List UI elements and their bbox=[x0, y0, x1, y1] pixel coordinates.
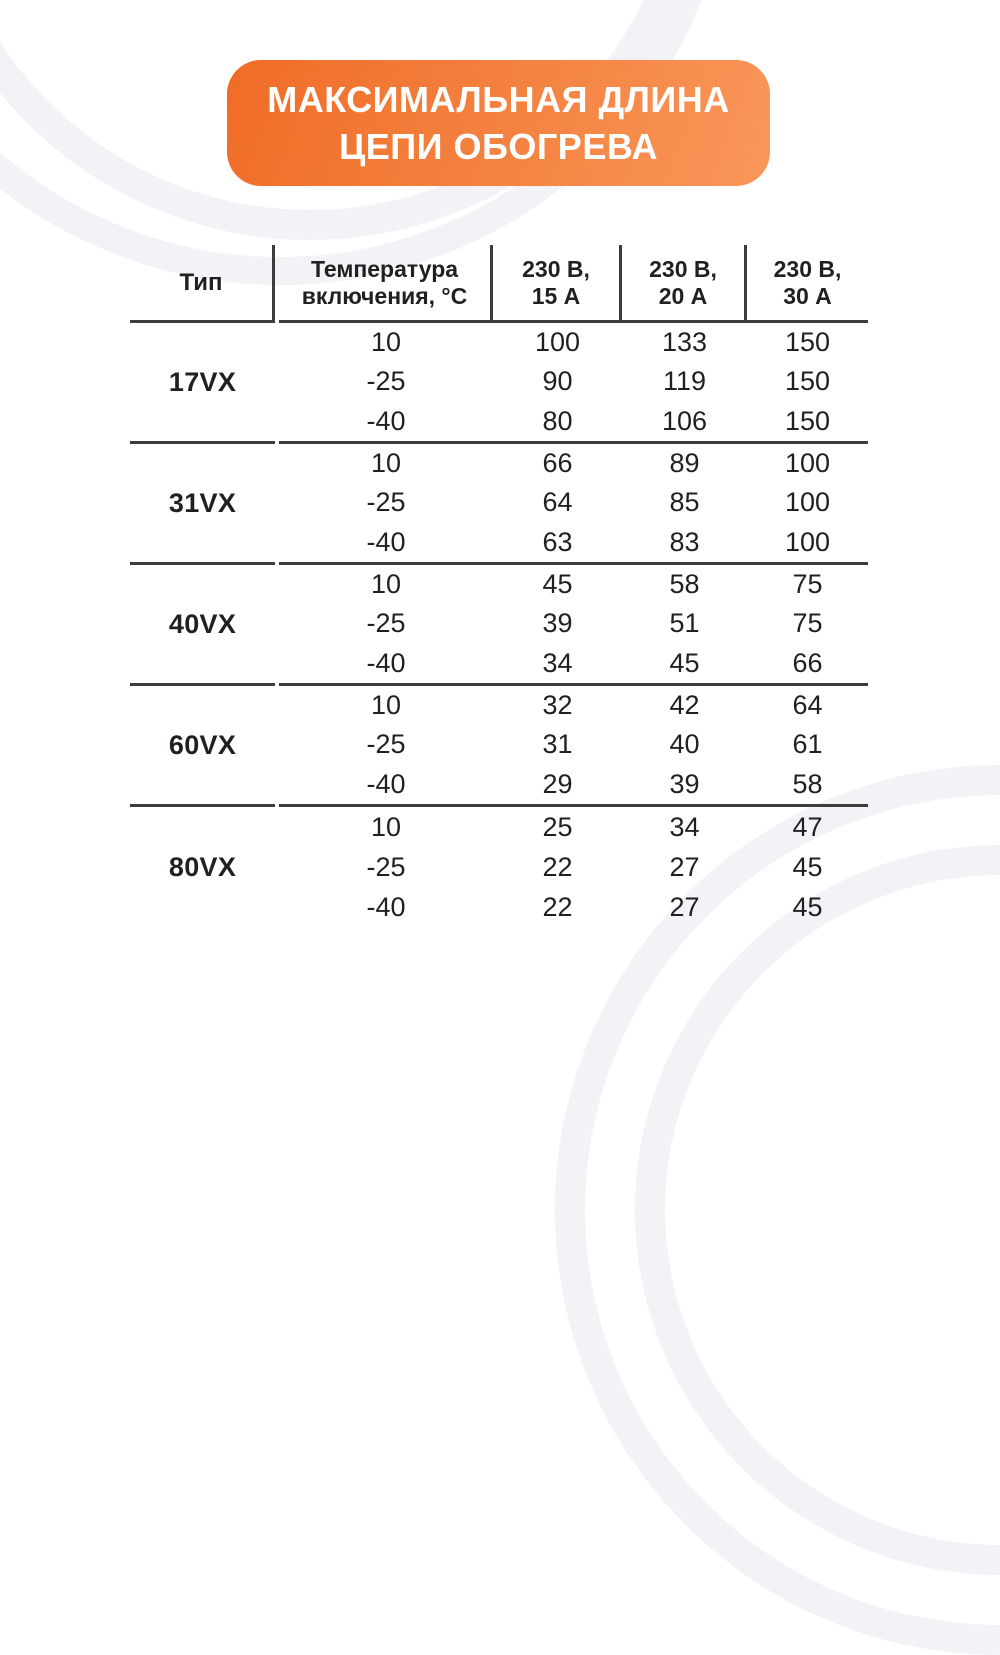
table-row bbox=[279, 847, 868, 887]
column-header-230v-20a-line1: 230 В, bbox=[649, 255, 717, 282]
table-row bbox=[279, 483, 868, 522]
cell-length-15a: 64 bbox=[542, 487, 573, 518]
cell-length-15a: 63 bbox=[542, 526, 573, 557]
cell-temperature: -25 bbox=[366, 608, 406, 639]
column-header-230v-30a-line1: 230 В, bbox=[773, 255, 842, 282]
cell-temperature: 10 bbox=[370, 811, 402, 842]
cell-length-20a: 39 bbox=[669, 768, 700, 799]
column-header-temperature-line2: включения, °C bbox=[301, 282, 468, 309]
cell-temperature: -25 bbox=[366, 366, 406, 397]
type-label-40vx bbox=[130, 565, 275, 686]
cell-length-15a: 32 bbox=[542, 690, 573, 721]
column-header-type bbox=[130, 245, 275, 323]
type-label-60vx bbox=[130, 686, 275, 807]
table-row bbox=[279, 523, 868, 562]
column-header-230v-20a-line2: 20 А bbox=[658, 282, 708, 309]
column-header-230v-30a-line2: 30 А bbox=[783, 282, 832, 309]
cell-length-20a: 85 bbox=[669, 487, 700, 518]
type-label-17vx bbox=[130, 323, 275, 444]
cell-length-30a: 47 bbox=[792, 811, 823, 842]
cell-length-30a: 64 bbox=[792, 690, 823, 721]
cell-temperature: 10 bbox=[370, 327, 402, 358]
page-title-line1: МАКСИМАЛЬНАЯ ДЛИНА bbox=[267, 79, 730, 120]
cell-length-20a: 106 bbox=[661, 405, 708, 436]
cell-length-30a: 150 bbox=[784, 327, 831, 358]
cell-length-15a: 22 bbox=[542, 892, 573, 923]
group-rows-17vx bbox=[279, 323, 868, 444]
cell-temperature: -40 bbox=[366, 647, 406, 678]
column-header-230v-15a-line1: 230 В, bbox=[522, 255, 590, 282]
table-row bbox=[279, 402, 868, 441]
cell-length-20a: 133 bbox=[661, 327, 708, 358]
group-rows-40vx bbox=[279, 565, 868, 686]
type-column-groups bbox=[130, 323, 275, 928]
cell-length-30a: 100 bbox=[784, 487, 831, 518]
type-label-text: 60VX bbox=[168, 729, 237, 760]
cell-length-15a: 39 bbox=[542, 608, 573, 639]
cell-length-30a: 61 bbox=[792, 729, 823, 760]
cell-length-20a: 27 bbox=[669, 892, 700, 923]
cell-length-30a: 150 bbox=[784, 405, 831, 436]
table-row bbox=[279, 444, 868, 483]
title-banner bbox=[227, 60, 770, 186]
cell-length-20a: 34 bbox=[669, 811, 700, 842]
table-row bbox=[279, 565, 868, 604]
column-header-230v-30a bbox=[747, 245, 868, 320]
table-header-row bbox=[279, 245, 868, 323]
cell-temperature: -40 bbox=[366, 526, 406, 557]
page-title-line2: ЦЕПИ ОБОГРЕВА bbox=[338, 126, 659, 167]
cell-length-15a: 25 bbox=[542, 811, 573, 842]
cell-temperature: -25 bbox=[366, 851, 406, 882]
type-label-text: 31VX bbox=[168, 487, 237, 518]
column-header-type-label: Тип bbox=[179, 268, 223, 296]
type-label-text: 80VX bbox=[168, 852, 237, 882]
cell-length-30a: 75 bbox=[792, 608, 823, 639]
table-body-groups bbox=[279, 323, 868, 928]
column-header-temperature bbox=[279, 245, 493, 320]
cell-length-30a: 45 bbox=[792, 892, 823, 923]
cell-temperature: -40 bbox=[366, 768, 406, 799]
cell-temperature: -25 bbox=[366, 487, 406, 518]
cell-length-15a: 45 bbox=[542, 569, 573, 600]
table-row bbox=[279, 362, 868, 401]
cell-length-20a: 51 bbox=[669, 608, 700, 639]
cell-length-20a: 89 bbox=[669, 448, 700, 479]
cell-temperature: -25 bbox=[366, 729, 406, 760]
cell-length-15a: 90 bbox=[542, 366, 573, 397]
group-rows-60vx bbox=[279, 686, 868, 807]
cell-length-30a: 66 bbox=[792, 647, 823, 678]
cell-length-30a: 150 bbox=[784, 366, 831, 397]
type-label-31vx bbox=[130, 444, 275, 565]
cell-temperature: 10 bbox=[370, 448, 402, 479]
table-row bbox=[279, 765, 868, 804]
cell-temperature: -40 bbox=[366, 892, 406, 923]
cell-length-15a: 66 bbox=[542, 448, 573, 479]
column-header-230v-15a bbox=[493, 245, 622, 320]
column-header-230v-20a bbox=[622, 245, 747, 320]
cell-length-15a: 34 bbox=[542, 647, 573, 678]
cell-length-20a: 40 bbox=[669, 729, 700, 760]
cell-temperature: -40 bbox=[366, 405, 406, 436]
type-label-text: 40VX bbox=[168, 608, 237, 639]
type-label-80vx bbox=[130, 807, 275, 928]
table-row bbox=[279, 604, 868, 643]
group-rows-31vx bbox=[279, 444, 868, 565]
cell-length-20a: 45 bbox=[669, 647, 700, 678]
values-columns bbox=[279, 245, 868, 928]
cell-temperature: 10 bbox=[370, 569, 402, 600]
cell-length-30a: 100 bbox=[784, 448, 831, 479]
table-row bbox=[279, 725, 868, 764]
cell-length-15a: 100 bbox=[534, 327, 581, 358]
heating-circuit-table bbox=[130, 245, 868, 928]
group-rows-80vx bbox=[279, 807, 868, 928]
cell-temperature: 10 bbox=[370, 690, 402, 721]
cell-length-15a: 29 bbox=[542, 768, 573, 799]
cell-length-30a: 58 bbox=[792, 768, 823, 799]
cell-length-15a: 80 bbox=[542, 405, 573, 436]
cell-length-30a: 75 bbox=[792, 569, 823, 600]
cell-length-20a: 27 bbox=[669, 851, 700, 882]
cell-length-20a: 58 bbox=[669, 569, 700, 600]
table-row bbox=[279, 323, 868, 362]
table-row bbox=[279, 644, 868, 683]
type-label-text: 17VX bbox=[168, 366, 237, 397]
cell-length-20a: 119 bbox=[662, 366, 707, 397]
table-row bbox=[279, 807, 868, 847]
table-row bbox=[279, 686, 868, 725]
cell-length-20a: 42 bbox=[669, 690, 700, 721]
cell-length-20a: 83 bbox=[669, 526, 700, 557]
table-row bbox=[279, 888, 868, 928]
cell-length-30a: 45 bbox=[792, 851, 823, 882]
cell-length-30a: 100 bbox=[784, 526, 831, 557]
cell-length-15a: 22 bbox=[542, 851, 573, 882]
column-header-temperature-line1: Температура bbox=[310, 255, 459, 282]
cell-length-15a: 31 bbox=[542, 729, 573, 760]
column-header-230v-15a-line2: 15 А bbox=[531, 282, 581, 309]
type-column bbox=[130, 245, 275, 928]
